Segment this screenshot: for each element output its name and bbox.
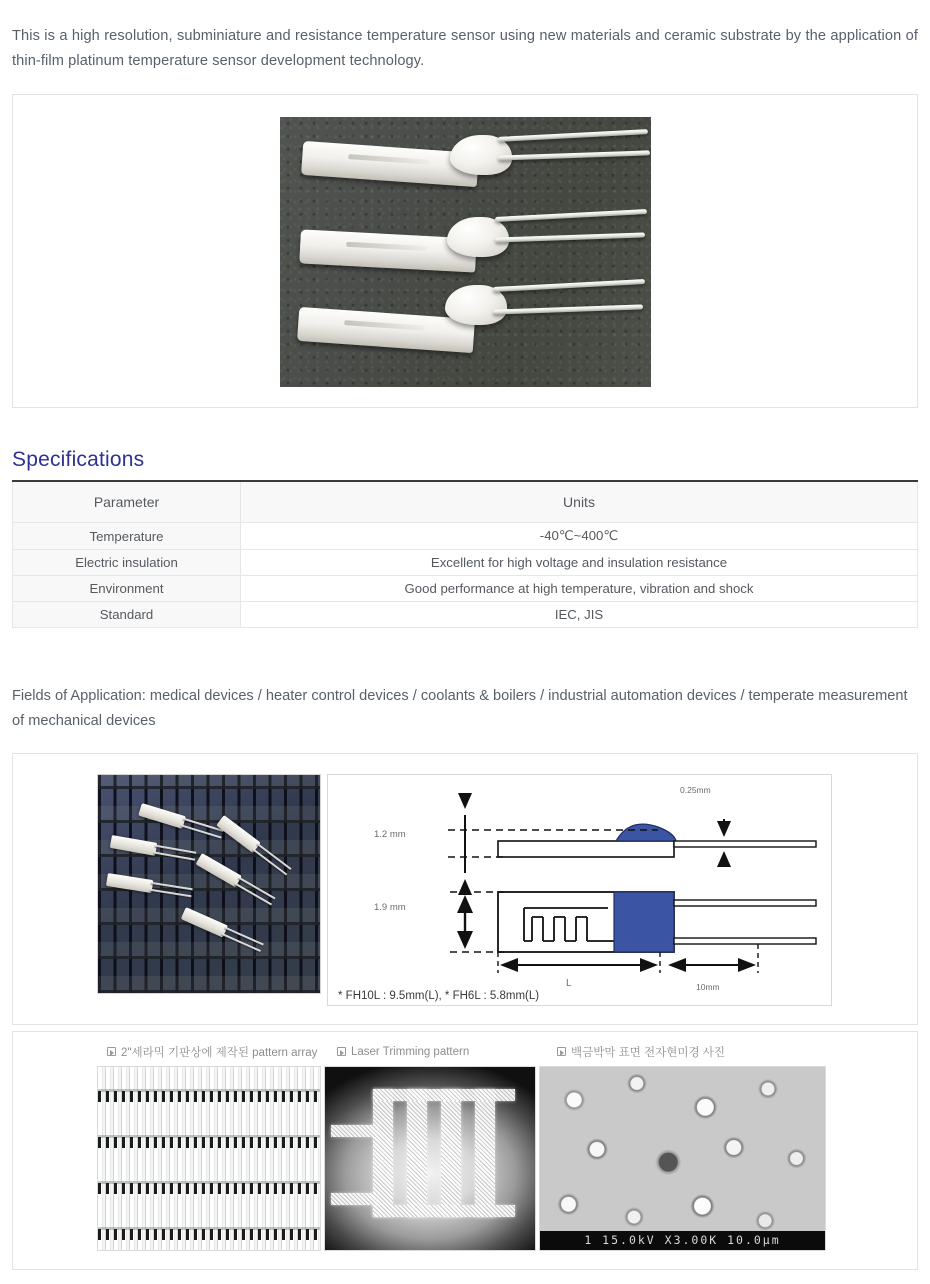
product-photo-main bbox=[280, 117, 651, 387]
process-label-text: 백금박막 표면 전자현미경 사진 bbox=[571, 1046, 726, 1059]
sem-grain-texture bbox=[540, 1067, 825, 1250]
lead-wire-top bbox=[674, 900, 816, 906]
table-row bbox=[13, 576, 918, 602]
dimension-drawing bbox=[327, 774, 832, 1006]
cell-units: Excellent for high voltage and insulation resistance bbox=[241, 550, 918, 576]
sem-scalebar: 1 15.0kV X3.00K 10.0μm bbox=[540, 1231, 825, 1250]
process-label-pattern-array bbox=[107, 1044, 337, 1060]
lead-wire-bottom bbox=[674, 938, 816, 944]
column-header-units: Units bbox=[241, 481, 918, 523]
specifications-heading: Specifications bbox=[12, 448, 145, 472]
hero-image-panel bbox=[12, 94, 918, 408]
ceramic-body-side bbox=[498, 841, 674, 857]
lead-wire-side bbox=[674, 841, 816, 847]
sem-photo bbox=[539, 1066, 826, 1251]
dim-label-thickness: 1.2 mm bbox=[374, 828, 406, 840]
dim-label-width: 1.9 mm bbox=[374, 901, 406, 913]
hero-image-wrapper bbox=[13, 95, 917, 407]
cell-parameter: Electric insulation bbox=[13, 550, 241, 576]
cell-parameter: Standard bbox=[13, 602, 241, 628]
table-row bbox=[13, 550, 918, 576]
bullet-play-icon bbox=[557, 1047, 566, 1056]
bullet-play-icon bbox=[107, 1047, 116, 1056]
process-panel bbox=[12, 1031, 918, 1270]
specifications-table-head bbox=[13, 481, 918, 523]
glass-seal-side bbox=[616, 824, 676, 841]
glass-seal-plan bbox=[614, 892, 674, 952]
trim-pattern bbox=[325, 1067, 535, 1250]
intro-paragraph: This is a high resolution, subminiature and resistance temperature sensor using new materials and ceramic substrate by the application of thin-film platinum temperature sensor development technology. bbox=[12, 27, 918, 69]
laser-trimming-photo bbox=[324, 1066, 536, 1251]
process-label-text: 2"세라믹 기판상에 제작된 pattern array bbox=[121, 1046, 318, 1059]
application-panel bbox=[12, 753, 918, 1025]
process-label-row bbox=[13, 1032, 917, 1066]
column-header-parameter: Parameter bbox=[13, 481, 241, 523]
pattern-array-photo bbox=[97, 1066, 321, 1251]
specifications-table-body bbox=[13, 523, 918, 628]
cell-units: Good performance at high temperature, vibration and shock bbox=[241, 576, 918, 602]
specifications-table bbox=[12, 480, 918, 628]
application-row bbox=[13, 754, 917, 1024]
table-row bbox=[13, 523, 918, 550]
process-label-text: Laser Trimming pattern bbox=[351, 1045, 470, 1058]
drawing-note: * FH10L : 9.5mm(L), * FH6L : 5.8mm(L) bbox=[338, 989, 540, 1002]
cell-parameter: Environment bbox=[13, 576, 241, 602]
cell-parameter: Temperature bbox=[13, 523, 241, 550]
fields-of-application-text: Fields of Application: medical devices / heater control devices / coolants & boilers / industrial automation devices / temperate measurement of mechanical devices bbox=[12, 688, 908, 730]
dim-label-lead-diameter: 0.25mm bbox=[680, 784, 711, 795]
table-header-row bbox=[13, 481, 918, 523]
wafer-tray-photo bbox=[97, 774, 321, 994]
product-detail-page bbox=[0, 15, 930, 1270]
process-label-laser-trimming bbox=[337, 1044, 557, 1060]
table-row bbox=[13, 602, 918, 628]
cell-units: -40℃~400℃ bbox=[241, 523, 918, 550]
dimension-drawing-svg bbox=[328, 775, 831, 1005]
cell-units: IEC, JIS bbox=[241, 602, 918, 628]
dim-label-length: L bbox=[566, 977, 572, 989]
bullet-play-icon bbox=[337, 1047, 346, 1056]
process-image-row bbox=[13, 1066, 917, 1269]
process-label-sem-photo bbox=[557, 1044, 725, 1060]
dim-label-lead-length: 10mm bbox=[696, 981, 720, 992]
